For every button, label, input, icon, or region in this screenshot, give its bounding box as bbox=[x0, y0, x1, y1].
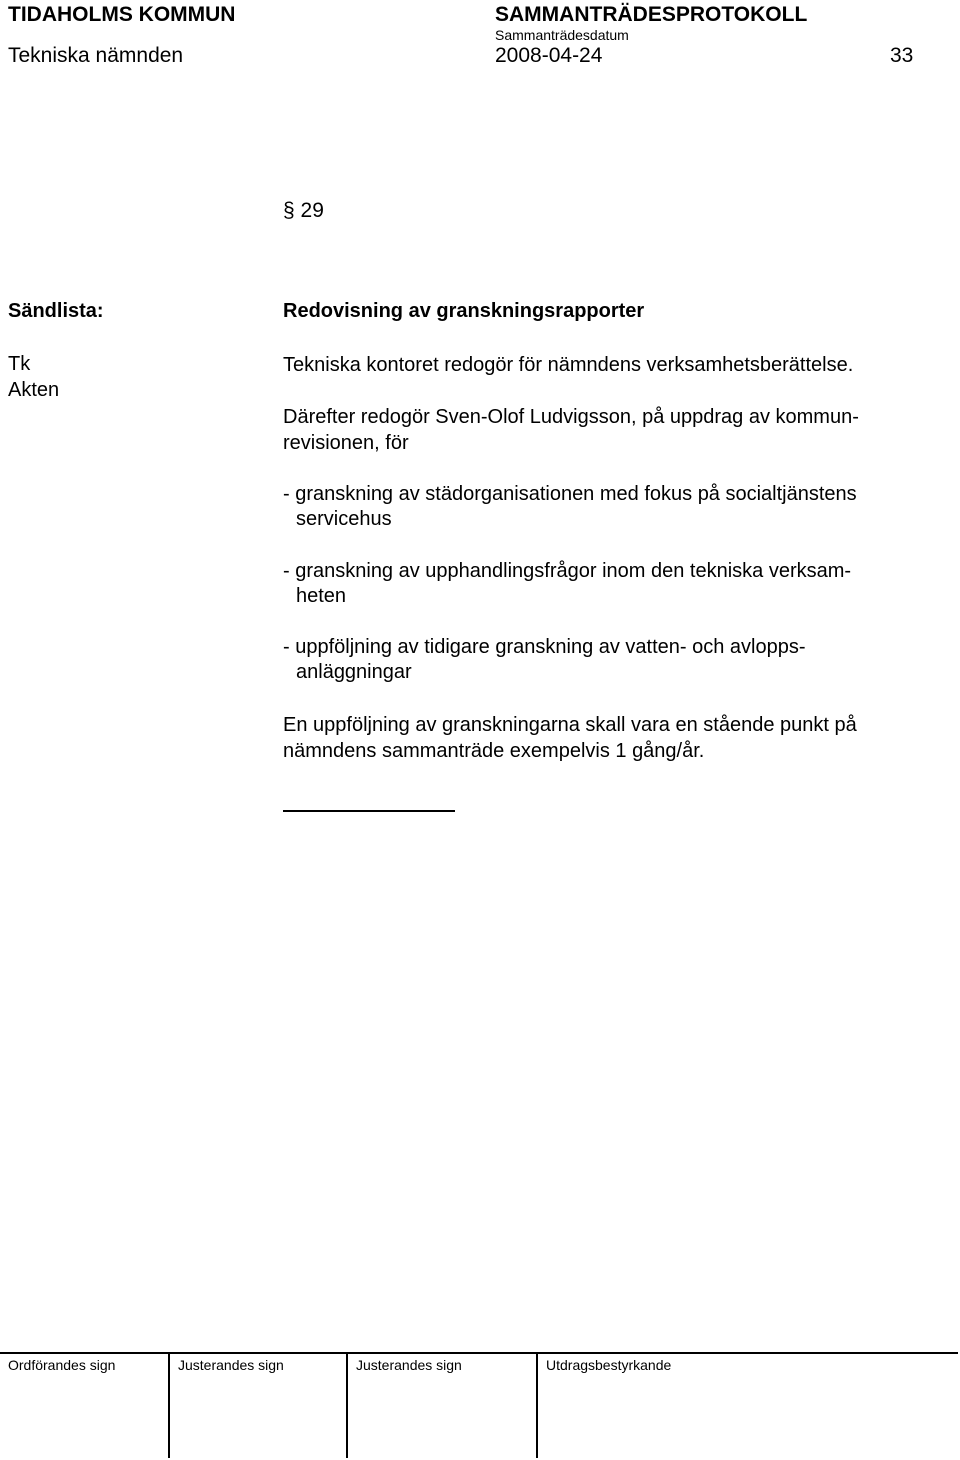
protocol-title: SAMMANTRÄDESPROTOKOLL bbox=[495, 3, 808, 26]
list-item-line-1: - uppföljning av tidigare granskning av vatten- och avlopps- bbox=[283, 636, 806, 658]
footer-divider bbox=[536, 1352, 538, 1458]
separator-rule bbox=[283, 810, 455, 812]
recipient-tk: Tk bbox=[8, 353, 31, 375]
paragraph-line-1: Därefter redogör Sven-Olof Ludvigsson, på uppdrag av kommun- bbox=[283, 406, 859, 428]
footer-label-chair-sign: Ordförandes sign bbox=[8, 1357, 116, 1373]
list-item-line-1: - granskning av upphandlingsfrågor inom den tekniska verksam- bbox=[283, 560, 852, 582]
page-number: 33 bbox=[890, 44, 914, 67]
conclusion-line-2: nämndens sammanträde exempelvis 1 gång/år. bbox=[283, 740, 705, 762]
date-label: Sammanträdesdatum bbox=[495, 27, 629, 43]
footer-top-rule bbox=[0, 1352, 958, 1354]
distribution-label: Sändlista: bbox=[8, 300, 104, 322]
footer-label-adjuster-sign-2: Justerandes sign bbox=[356, 1357, 462, 1373]
intro-text: Tekniska kontoret redogör för nämndens verksamhetsberättelse. bbox=[283, 354, 854, 376]
footer-label-extract-certifier: Utdragsbestyrkande bbox=[546, 1357, 672, 1373]
footer-label-adjuster-sign-1: Justerandes sign bbox=[178, 1357, 284, 1373]
list-item-line-1: - granskning av städorganisationen med fokus på socialtjänstens bbox=[283, 483, 857, 505]
paragraph-number: § 29 bbox=[283, 199, 324, 222]
list-item bbox=[283, 635, 806, 685]
list-item-line-2: anläggningar bbox=[296, 661, 412, 683]
footer-divider bbox=[168, 1352, 170, 1458]
list-item bbox=[283, 482, 857, 532]
section-title: Redovisning av granskningsrapporter bbox=[283, 300, 645, 322]
list-item-line-2: heten bbox=[296, 585, 347, 607]
meeting-date: 2008-04-24 bbox=[495, 44, 603, 67]
committee-name: Tekniska nämnden bbox=[8, 44, 184, 67]
organization-name: TIDAHOLMS KOMMUN bbox=[8, 3, 236, 26]
conclusion-line-1: En uppföljning av granskningarna skall vara en stående punkt på bbox=[283, 714, 857, 736]
footer-divider bbox=[346, 1352, 348, 1458]
recipient-akten: Akten bbox=[8, 379, 60, 401]
paragraph-line-2: revisionen, för bbox=[283, 432, 409, 454]
list-item bbox=[283, 559, 851, 609]
list-item-line-2: servicehus bbox=[296, 508, 392, 530]
